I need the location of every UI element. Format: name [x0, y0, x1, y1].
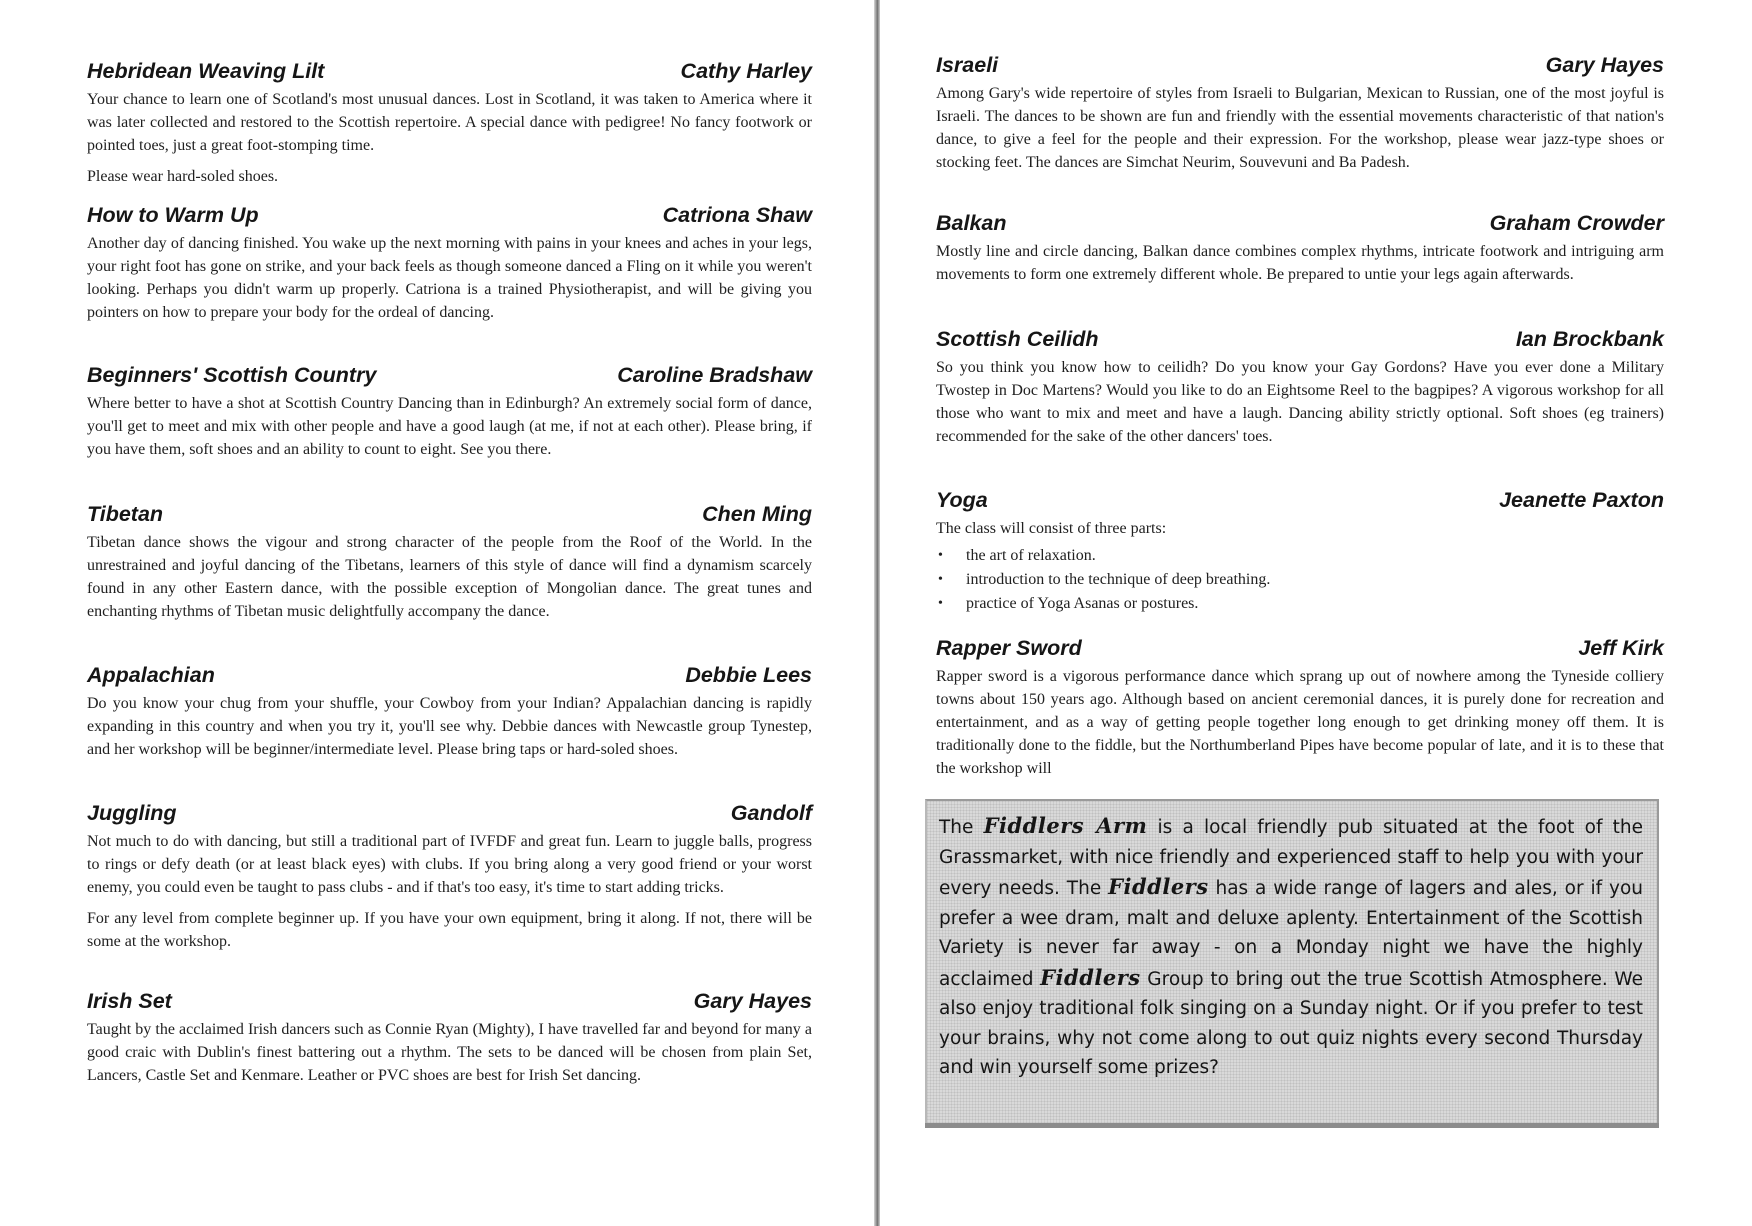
section-title: Scottish Ceilidh — [936, 327, 1099, 351]
list-item-text: introduction to the technique of deep breathing. — [966, 571, 1271, 588]
section-yoga — [936, 487, 1664, 616]
section-balkan — [936, 210, 1664, 286]
advert-text-part: is a local friendly pub situated at the foot of the Grassmarket, with nice friendly and experienced staff to help you with your every needs. The — [939, 817, 1644, 899]
bullet-icon: • — [938, 596, 943, 611]
advert-text — [939, 811, 1643, 1083]
section-header — [87, 662, 812, 692]
section-hebridean-weaving-lilt — [87, 58, 812, 188]
section-author: Catriona Shaw — [662, 203, 812, 227]
section-header — [936, 635, 1664, 665]
bullet-icon: • — [938, 572, 943, 587]
section-header — [87, 800, 812, 830]
section-paragraph: Your chance to learn one of Scotland's most unusual dances. Lost in Scotland, it was taken to America where it was later collected and restored to the Scottish repertoire. A special dance with pedigree! No fancy footwork or pointed toes, just a great foot-stomping time. — [87, 91, 812, 154]
section-title: How to Warm Up — [87, 203, 259, 227]
section-header — [87, 202, 812, 232]
section-irish-set — [87, 988, 812, 1087]
advert-text-part: Group to bring out the true Scottish Atmosphere. We also enjoy traditional folk singing on a Sunday night. Or if you prefer to test your brains, why not come along to out quiz nights every second Thursday and win yourself some prizes? — [939, 968, 1643, 1078]
section-paragraph: Among Gary's wide repertoire of styles from Israeli to Bulgarian, Mexican to Russian, one of the most joyful is Israeli. The dances to be shown are fun and friendly with the essential movements characteristic of that nation's dance, to give a feel for the people and their expression. For the workshop, please wear jazz-type shoes or stocking feet. The dances are Simchat Neurim, Souvevuni and Ba Padesh. — [936, 85, 1664, 171]
section-author: Gary Hayes — [1545, 53, 1664, 77]
section-israeli — [936, 52, 1664, 174]
section-author: Ian Brockbank — [1515, 327, 1664, 351]
brand-name: Fiddlers — [1040, 964, 1141, 990]
section-tibetan — [87, 501, 812, 623]
section-beginners-scottish-country — [87, 362, 812, 461]
list-item — [936, 568, 1664, 592]
section-author: Graham Crowder — [1489, 211, 1664, 235]
section-juggling — [87, 800, 812, 953]
section-header — [936, 52, 1664, 82]
section-title: Beginners' Scottish Country — [87, 363, 377, 387]
section-rapper-sword — [936, 635, 1664, 780]
pub-advert-box — [925, 799, 1659, 1123]
section-title: Hebridean Weaving Lilt — [87, 59, 325, 83]
brand-name: Fiddlers Arm — [983, 813, 1148, 838]
bullet-list — [936, 544, 1664, 616]
list-item-text: practice of Yoga Asanas or postures. — [966, 595, 1199, 612]
section-header — [936, 487, 1664, 517]
section-paragraph: Taught by the acclaimed Irish dancers such as Connie Ryan (Mighty), I have travelled far and beyond for many a good craic with Dublin's finest battering out a rhythm. The sets to be danced will be chosen from plain Set, Lancers, Castle Set and Kenmare. Leather or PVC shoes are best for Irish Set dancing. — [87, 1021, 812, 1084]
section-author: Gary Hayes — [693, 989, 812, 1013]
list-item — [936, 592, 1664, 616]
section-author: Chen Ming — [702, 502, 812, 526]
section-paragraph: Please wear hard-soled shoes. — [87, 168, 279, 185]
section-author: Debbie Lees — [685, 663, 812, 687]
section-scottish-ceilidh — [936, 326, 1664, 448]
section-appalachian — [87, 662, 812, 761]
section-paragraph: For any level from complete beginner up. If you have your own equipment, bring it along. If not, there will be some at the workshop. — [87, 910, 812, 950]
section-paragraph: Do you know your chug from your shuffle, your Cowboy from your Indian? Appalachian dancing is rapidly expanding in this country and when you try it, you'll see why. Debbie dances with Newcastle group Tynestep, and her workshop will be beginner/intermediate level. Please bring taps or hard-soled shoes. — [87, 695, 812, 758]
section-author: Gandolf — [730, 801, 812, 825]
brand-name: Fiddlers — [1108, 874, 1209, 899]
section-paragraph: Where better to have a shot at Scottish Country Dancing than in Edinburgh? An extremely social form of dance, you'll get to meet and mix with other people and have a good laugh (at me, if not at each other). Please bring, if you have them, soft shoes and an ability to count to eight. See you there. — [87, 395, 812, 458]
bullet-icon: • — [938, 548, 943, 563]
section-header — [87, 501, 812, 531]
list-item — [936, 544, 1664, 568]
section-paragraph: So you think you know how to ceilidh? Do you know your Gay Gordons? Have you ever done a Military Twostep in Doc Martens? Would you like to do an Eightsome Reel to the bagpipes? A vigorous workshop for all those who want to mix and meet and have a laugh. Dancing ability strictly optional. Soft shoes (eg trainers) recommended for the sake of the other dancers' toes. — [936, 359, 1664, 445]
section-paragraph: Mostly line and circle dancing, Balkan dance combines complex rhythms, intricate footwork and intriguing arm movements to form one extremely different whole. Be prepared to untie your legs again afterwards. — [936, 243, 1664, 283]
list-item-text: the art of relaxation. — [966, 547, 1096, 564]
section-title: Tibetan — [87, 502, 164, 526]
section-title: Yoga — [936, 488, 988, 512]
section-title: Rapper Sword — [936, 636, 1082, 660]
section-title: Irish Set — [87, 989, 172, 1013]
section-title: Juggling — [87, 801, 177, 825]
section-author: Caroline Bradshaw — [617, 363, 812, 387]
advert-text-part: has a wide range of lagers and ales, or if you prefer a wee dram, malt and deluxe aplenty. Entertainment of the Scottish Variety is never far away - on a Monday night we have the highly acclaimed — [939, 878, 1643, 990]
section-paragraph: Another day of dancing finished. You wake up the next morning with pains in your knees and aches in your legs, your right foot has gone on strike, and your back feels as though someone danced a Fling on it while you weren't looking. Perhaps you didn't warm up properly. Catriona is a trained Physiotherapist, and will be giving you pointers on how to prepare your body for the ordeal of dancing. — [87, 235, 812, 321]
section-author: Jeanette Paxton — [1499, 488, 1664, 512]
section-paragraph: Rapper sword is a vigorous performance dance which sprang up out of nowhere among the Tyneside colliery towns about 150 years ago. Although based on ancient ceremonial dances, it is purely done for recreation and entertainment, and as a way of getting people together long enough to get drinking money off them. It is traditionally done to the fiddle, but the Northumberland Pipes have become popular of late, and it is to these that the workshop will — [936, 668, 1664, 777]
advert-text-part: The — [939, 817, 984, 838]
section-author: Cathy Harley — [680, 59, 812, 83]
section-header — [936, 210, 1664, 240]
section-paragraph: Tibetan dance shows the vigour and strong character of the people from the Roof of the World. In the unrestrained and joyful dancing of the Tibetans, learners of this style of dance will find a dynamism scarcely found in any other Eastern dance, with the possible exception of Mongolian dance. The great tunes and enchanting rhythms of Tibetan music delightfully accompany the dance. — [87, 534, 812, 620]
section-intro: The class will consist of three parts: — [936, 520, 1167, 537]
section-how-to-warm-up — [87, 202, 812, 324]
section-paragraph: Not much to do with dancing, but still a traditional part of IVFDF and great fun. Learn to juggle balls, progress to rings or defy death (or at least black eyes) with clubs. If you bring along a very good friend or your worst enemy, you could even be taught to pass clubs - and if that's too easy, it's time to start adding tricks. — [87, 833, 812, 896]
section-title: Balkan — [936, 211, 1007, 235]
section-header — [87, 58, 812, 88]
section-header — [87, 362, 812, 392]
section-header — [87, 988, 812, 1018]
section-header — [936, 326, 1664, 356]
section-title: Appalachian — [87, 663, 215, 687]
section-title: Israeli — [936, 53, 999, 77]
section-author: Jeff Kirk — [1578, 636, 1664, 660]
